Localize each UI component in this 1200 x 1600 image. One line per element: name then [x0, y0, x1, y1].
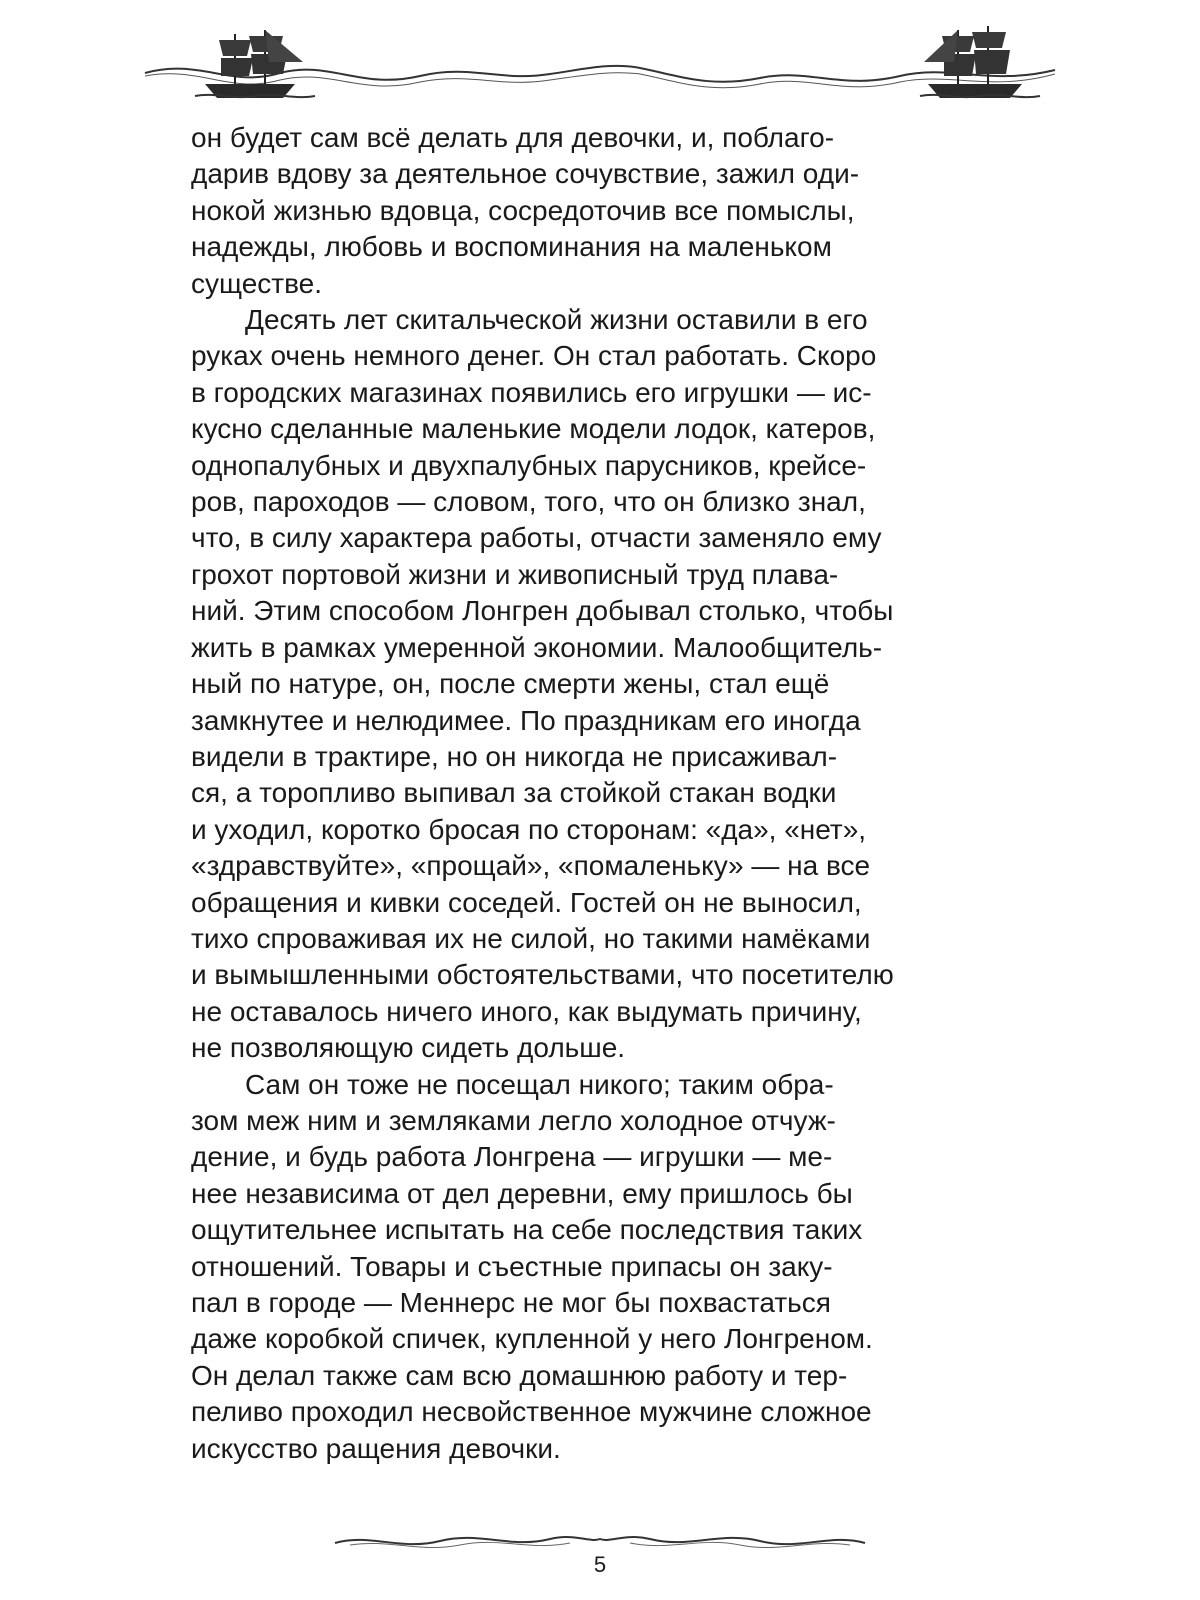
- paragraph-3: Сам он тоже не посещал никого; таким обра- зом меж ним и земляками легло холодное отчуж- дение, и будь работа Лонгрена — игрушки — ме- нее независима от дел деревни, ему пришлось бы ощутительнее испытать на себе последствия таких отношений. Товары и съестные припасы он заку- пал в городе — Меннерс не мог бы похвастаться даже коробкой спичек, купленной у него Лонгреном. Он делал также сам всю домашнюю работу и тер- пеливо проходил несвойственное мужчине сложное искусство ращения девочки.: [191, 1068, 873, 1464]
- footer-ornament: [330, 1525, 870, 1555]
- paragraph-1: он будет сам всё делать для девочки, и, поблаго- дарив вдову за деятельное сочувствие, зажил оди- нокой жизнью вдовца, сосредоточив все помыслы, надежды, любовь и воспоминания на маленьком существе.: [191, 122, 860, 299]
- page-body-text: [191, 120, 1019, 1467]
- page-number: 5: [593, 1552, 607, 1577]
- header-ornament: [140, 18, 1060, 108]
- right-ship-icon: [920, 26, 1040, 98]
- paragraph-2: Десять лет скитальческой жизни оставили в его руках очень немного денег. Он стал работать. Скоро в городских магазинах появились его игрушки — ис- кусно сделанные маленькие модели лодок, катеров, однопалубных и двухпалубных парусников, крейсе- ров, пароходов — словом, того, что он близко знал, что, в силу характера работы, отчасти заменяло ему грохот портовой жизни и живописный труд плава- ний. Этим способом Лонгрен добывал столько, чтобы жить в рамках умеренной экономии. Малообщитель- ный по натуре, он, после смерти жены, стал ещё замкнутее и нелюдимее. По праздникам его иногда видели в трактире, но он никогда не присаживал- ся, а торопливо выпивал за стойкой стакан водки и уходил, коротко бросая по сторонам: «да», «нет», «здравствуйте», «прощай», «помаленьку» — на все обращения и кивки соседей. Гостей он не выносил, тихо спроваживая их не силой, но такими намёками и вымышленными обстоятельствами, что посетителю не оставалось ничего иного, как выдумать причину, не позволяющую сидеть дольше.: [191, 304, 894, 1064]
- left-ship-icon: [195, 30, 315, 98]
